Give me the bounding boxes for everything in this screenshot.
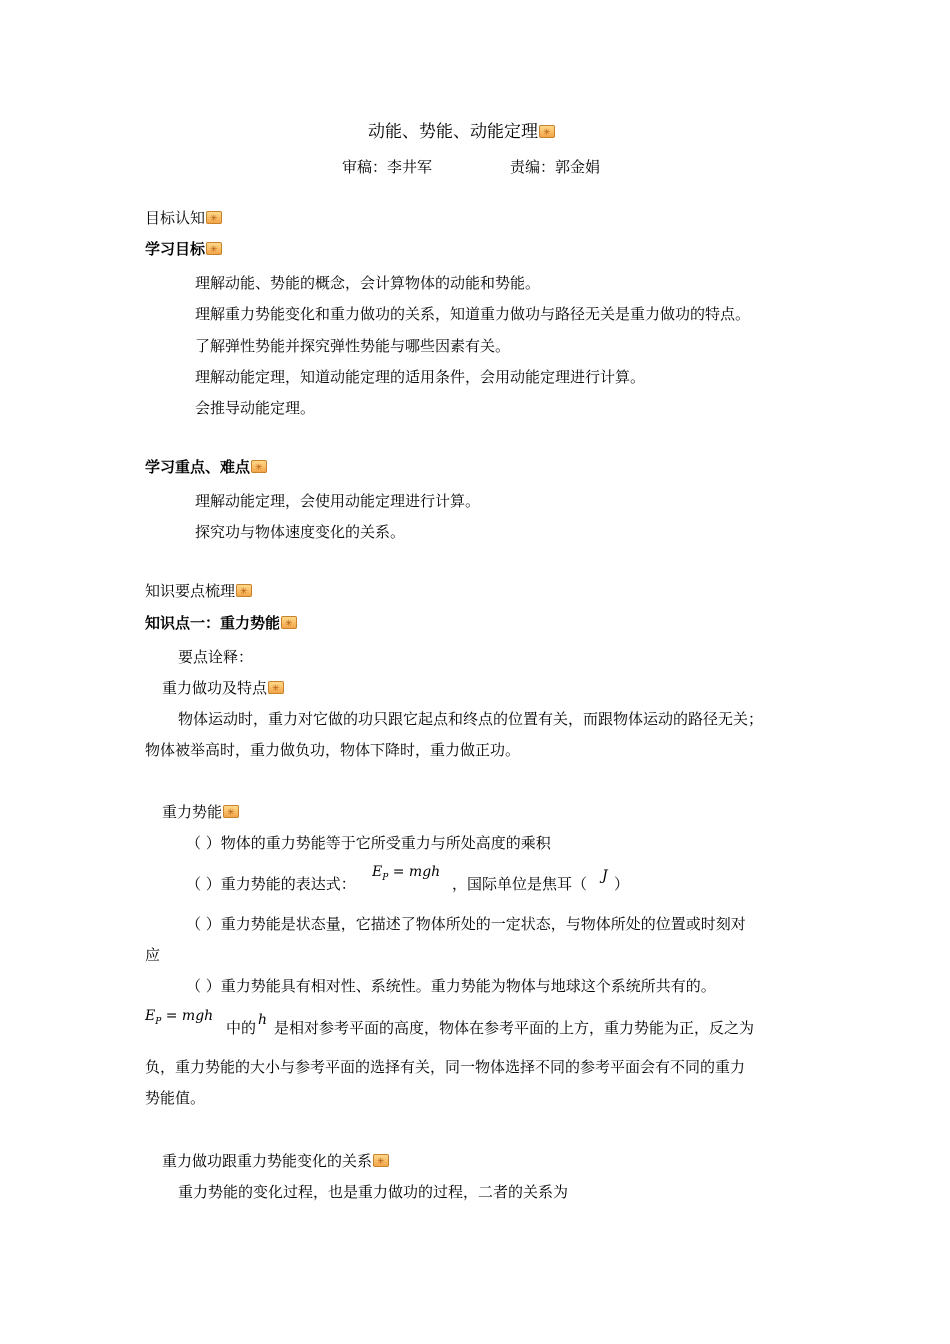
folder-icon[interactable] bbox=[251, 460, 267, 473]
goal-item: 理解动能定理，知道动能定理的适用条件，会用动能定理进行计算。 bbox=[195, 368, 646, 386]
explain-label: 要点诠释： bbox=[178, 648, 254, 666]
title-text: 动能、势能、动能定理 bbox=[368, 122, 538, 142]
paragraph-line: 重力势能的变化过程，也是重力做功的过程，二者的关系为 bbox=[178, 1183, 569, 1201]
folder-icon[interactable] bbox=[236, 584, 252, 597]
paragraph-line: 势能值。 bbox=[145, 1089, 206, 1107]
paragraph-line: 物体被举高时，重力做负功，物体下降时，重力做正功。 bbox=[145, 741, 521, 759]
formula-e: E bbox=[372, 864, 383, 880]
point-item: 应 bbox=[145, 946, 161, 964]
section-knowledge-label: 知识要点梳理 bbox=[145, 582, 236, 600]
section-point1-label: 知识点一：重力势能 bbox=[145, 614, 281, 632]
folder-icon[interactable] bbox=[281, 616, 297, 629]
subheading-gravity-work bbox=[162, 678, 284, 698]
formula-e: E bbox=[145, 1008, 156, 1024]
folder-icon[interactable] bbox=[268, 681, 284, 694]
formula-rest: = mgh bbox=[388, 864, 441, 880]
paragraph-text: 是相对参考平面的高度，物体在参考平面的上方，重力势能为正，反之为 bbox=[274, 1019, 755, 1037]
formula-sub: P bbox=[382, 872, 389, 883]
formula bbox=[145, 1006, 213, 1032]
point-item: （ ）重力势能是状态量，它描述了物体所处的一定状态，与物体所处的位置或时刻对 bbox=[186, 915, 746, 933]
subheading-text: 重力做功跟重力势能变化的关系 bbox=[162, 1152, 373, 1170]
folder-icon[interactable] bbox=[206, 242, 222, 255]
section-target bbox=[145, 208, 222, 228]
page-title bbox=[368, 122, 555, 142]
paragraph-text: 中的 bbox=[226, 1019, 257, 1037]
point-item: （ ）物体的重力势能等于它所受重力与所处高度的乘积 bbox=[186, 834, 551, 852]
subheading-work-energy-relation bbox=[162, 1151, 389, 1171]
var-h: h bbox=[258, 1012, 268, 1028]
goal-item: 理解重力势能变化和重力做功的关系，知道重力做功与路径无关是重力做功的特点。 bbox=[195, 305, 751, 323]
goal-item: 了解弹性势能并探究弹性势能与哪些因素有关。 bbox=[195, 337, 511, 355]
key-item: 理解动能定理，会使用动能定理进行计算。 bbox=[195, 492, 481, 510]
point-text: （ ）重力势能的表达式： bbox=[186, 875, 356, 893]
paragraph-line: 负，重力势能的大小与参考平面的选择有关，同一物体选择不同的参考平面会有不同的重力 bbox=[145, 1058, 746, 1076]
formula bbox=[372, 862, 440, 888]
folder-icon[interactable] bbox=[373, 1154, 389, 1167]
subheading-potential-energy bbox=[162, 802, 239, 822]
formula-sub: P bbox=[155, 1016, 162, 1027]
section-key-label: 学习重点、难点 bbox=[145, 458, 251, 476]
unit-symbol: J bbox=[602, 868, 608, 884]
section-point1 bbox=[145, 613, 297, 633]
point-text: ，国际单位是焦耳（ bbox=[452, 875, 588, 893]
section-goal-label: 学习目标 bbox=[145, 240, 206, 258]
key-item: 探究功与物体速度变化的关系。 bbox=[195, 523, 406, 541]
editor: 责编：郭金娟 bbox=[510, 158, 601, 176]
section-key bbox=[145, 457, 267, 477]
point-item bbox=[186, 874, 356, 894]
subheading-text: 重力做功及特点 bbox=[162, 679, 268, 697]
goal-item: 会推导动能定理。 bbox=[195, 399, 316, 417]
reviewer: 审稿：李井军 bbox=[342, 158, 433, 176]
paragraph-line: 物体运动时，重力对它做的功只跟它起点和终点的位置有关，而跟物体运动的路径无关； bbox=[178, 710, 764, 728]
point-item: （ ）重力势能具有相对性、系统性。重力势能为物体与地球这个系统所共有的。 bbox=[186, 977, 716, 995]
folder-icon[interactable] bbox=[223, 805, 239, 818]
section-target-label: 目标认知 bbox=[145, 209, 206, 227]
folder-icon[interactable] bbox=[206, 211, 222, 224]
section-knowledge bbox=[145, 581, 252, 601]
formula-rest: = mgh bbox=[161, 1008, 214, 1024]
section-goal bbox=[145, 239, 222, 259]
subheading-text: 重力势能 bbox=[162, 803, 223, 821]
folder-icon[interactable] bbox=[539, 125, 555, 138]
goal-item: 理解动能、势能的概念，会计算物体的动能和势能。 bbox=[195, 274, 541, 292]
point-text: ） bbox=[614, 875, 630, 893]
